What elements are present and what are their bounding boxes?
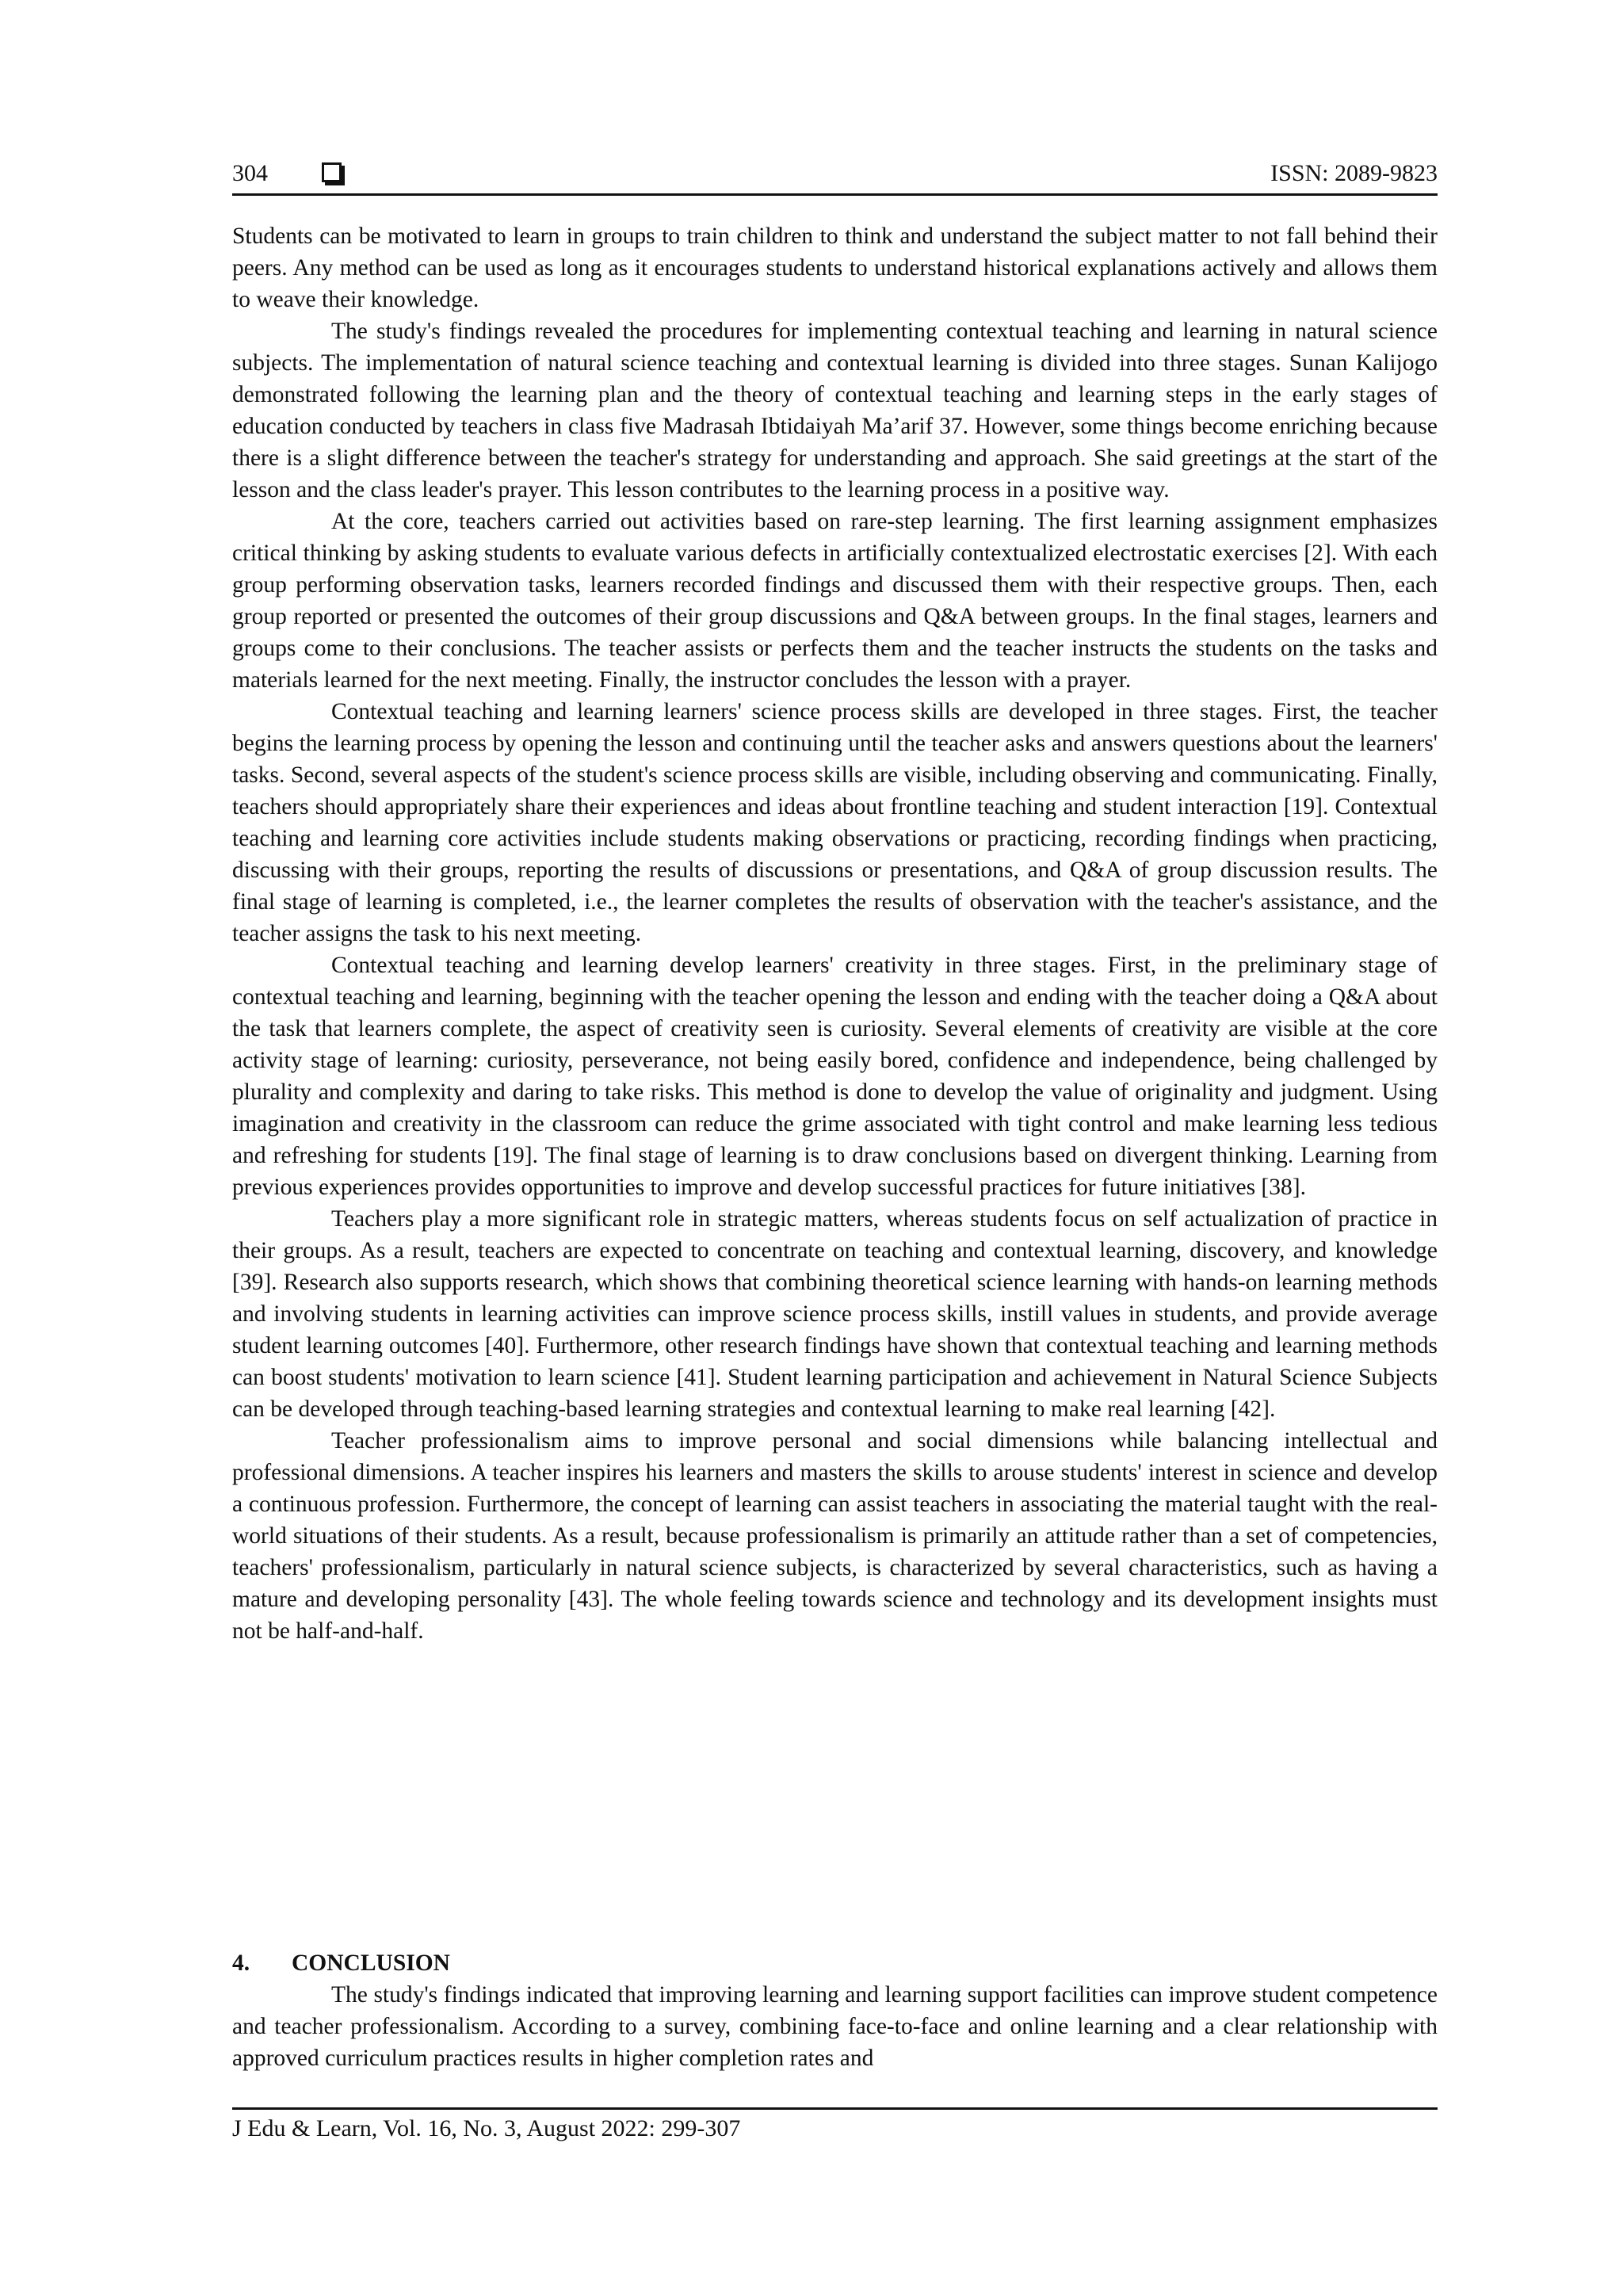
footer-divider bbox=[232, 2107, 1438, 2110]
journal-citation-footer: J Edu & Learn, Vol. 16, No. 3, August 2022: 299-307 bbox=[232, 2115, 741, 2141]
checkbox-ornament-icon bbox=[322, 162, 342, 182]
body-paragraph-7: Teacher professionalism aims to improve personal and social dimensions while balancing intellectual and professional dimensions. A teacher inspires his learners and masters the skills to arouse students' interest in science and develop a continuous profession. Furthermore, the concept of learning can assist teachers in associating the material taught with the real-world situations of their students. As a result, because professionalism is primarily an attitude rather than a set of competencies, teachers' professionalism, particularly in natural science subjects, is characterized by several characteristics, such as having a mature and developing personality [43]. The whole feeling towards science and technology and its development insights must not be half-and-half. bbox=[232, 1428, 1438, 1644]
article-body bbox=[232, 220, 1438, 1647]
body-paragraph-6: Teachers play a more significant role in strategic matters, whereas students focus on self actualization of practice in their groups. As a result, teachers are expected to concentrate on teaching and contextual learning, discovery, and knowledge [39]. Research also supports research, which shows that combining theoretical science learning with hands-on learning methods and involving students in learning activities can improve science process skills, instill values in students, and provide average student learning outcomes [40]. Furthermore, other research findings have shown that contextual teaching and learning methods can boost students' motivation to learn science [41]. Student learning participation and achievement in Natural Science Subjects can be developed through teaching-based learning strategies and contextual learning to make real learning [42]. bbox=[232, 1206, 1438, 1422]
conclusion-body bbox=[232, 1979, 1438, 2074]
body-paragraph-1: Students can be motivated to learn in groups to train children to think and understand the subject matter to not fall behind their peers. Any method can be used as long as it encourages students to understand historical explanations actively and allows them to weave their knowledge. bbox=[232, 223, 1438, 312]
body-paragraph-4: Contextual teaching and learning learners' science process skills are developed in three stages. First, the teacher begins the learning process by opening the lesson and continuing until the teacher asks and answers questions about the learners' tasks. Second, several aspects of the student's science process skills are visible, including observing and communicating. Finally, teachers should appropriately share their experiences and ideas about frontline teaching and student interaction [19]. Contextual teaching and learning core activities include students making observations or practicing, recording findings when practicing, discussing with their groups, reporting the results of discussions or presentations, and Q&A of group discussion results. The final stage of learning is completed, i.e., the learner completes the results of observation with the teacher's assistance, and the teacher assigns the task to his next meeting. bbox=[232, 699, 1438, 946]
running-header bbox=[232, 155, 1438, 192]
issn-label: ISSN: 2089-9823 bbox=[1270, 160, 1438, 186]
header-divider bbox=[232, 193, 1438, 196]
conclusion-paragraph: The study's findings indicated that improving learning and learning support facilities can improve student competence and teacher professionalism. According to a survey, combining face-to-face and online learning and a clear relationship with approved curriculum practices results in higher completion rates and bbox=[232, 1982, 1438, 2071]
body-paragraph-2: The study's findings revealed the procedures for implementing contextual teaching and learning in natural science subjects. The implementation of natural science teaching and contextual learning is divided into three stages. Sunan Kalijogo demonstrated following the learning plan and the theory of contextual teaching and learning steps in the early stages of education conducted by teachers in class five Madrasah Ibtidaiyah Ma’arif 37. However, some things become enriching because there is a slight difference between the teacher's strategy for understanding and approach. She said greetings at the start of the lesson and the class leader's prayer. This lesson contributes to the learning process in a positive way. bbox=[232, 319, 1438, 502]
body-paragraph-3: At the core, teachers carried out activities based on rare-step learning. The first learning assignment emphasizes critical thinking by asking students to evaluate various defects in artificially contextualized electrostatic exercises [2]. With each group performing observation tasks, learners recorded findings and discussed them with their respective groups. Then, each group reported or presented the outcomes of their group discussions and Q&A between groups. In the final stages, learners and groups come to their conclusions. The teacher assists or perfects them and the teacher instructs the students on the tasks and materials learned for the next meeting. Finally, the instructor concludes the lesson with a prayer. bbox=[232, 509, 1438, 693]
page-number: 304 bbox=[232, 160, 268, 186]
section-number: 4. bbox=[232, 1950, 250, 1976]
body-paragraph-5: Contextual teaching and learning develop learners' creativity in three stages. First, in the preliminary stage of contextual teaching and learning, beginning with the teacher opening the lesson and ending with the teacher doing a Q&A about the task that learners complete, the aspect of creativity seen is curiosity. Several elements of creativity are visible at the core activity stage of learning: curiosity, perseverance, not being easily bored, confidence and independence, being challenged by plurality and complexity and daring to take risks. This method is done to develop the value of originality and judgment. Using imagination and creativity in the classroom can reduce the grime associated with tight control and make learning less tedious and refreshing for students [19]. The final stage of learning is to draw conclusions based on divergent thinking. Learning from previous experiences provides opportunities to improve and develop successful practices for future initiatives [38]. bbox=[232, 953, 1438, 1200]
section-title: CONCLUSION bbox=[292, 1950, 450, 1976]
section-heading-conclusion bbox=[232, 1947, 1438, 1979]
